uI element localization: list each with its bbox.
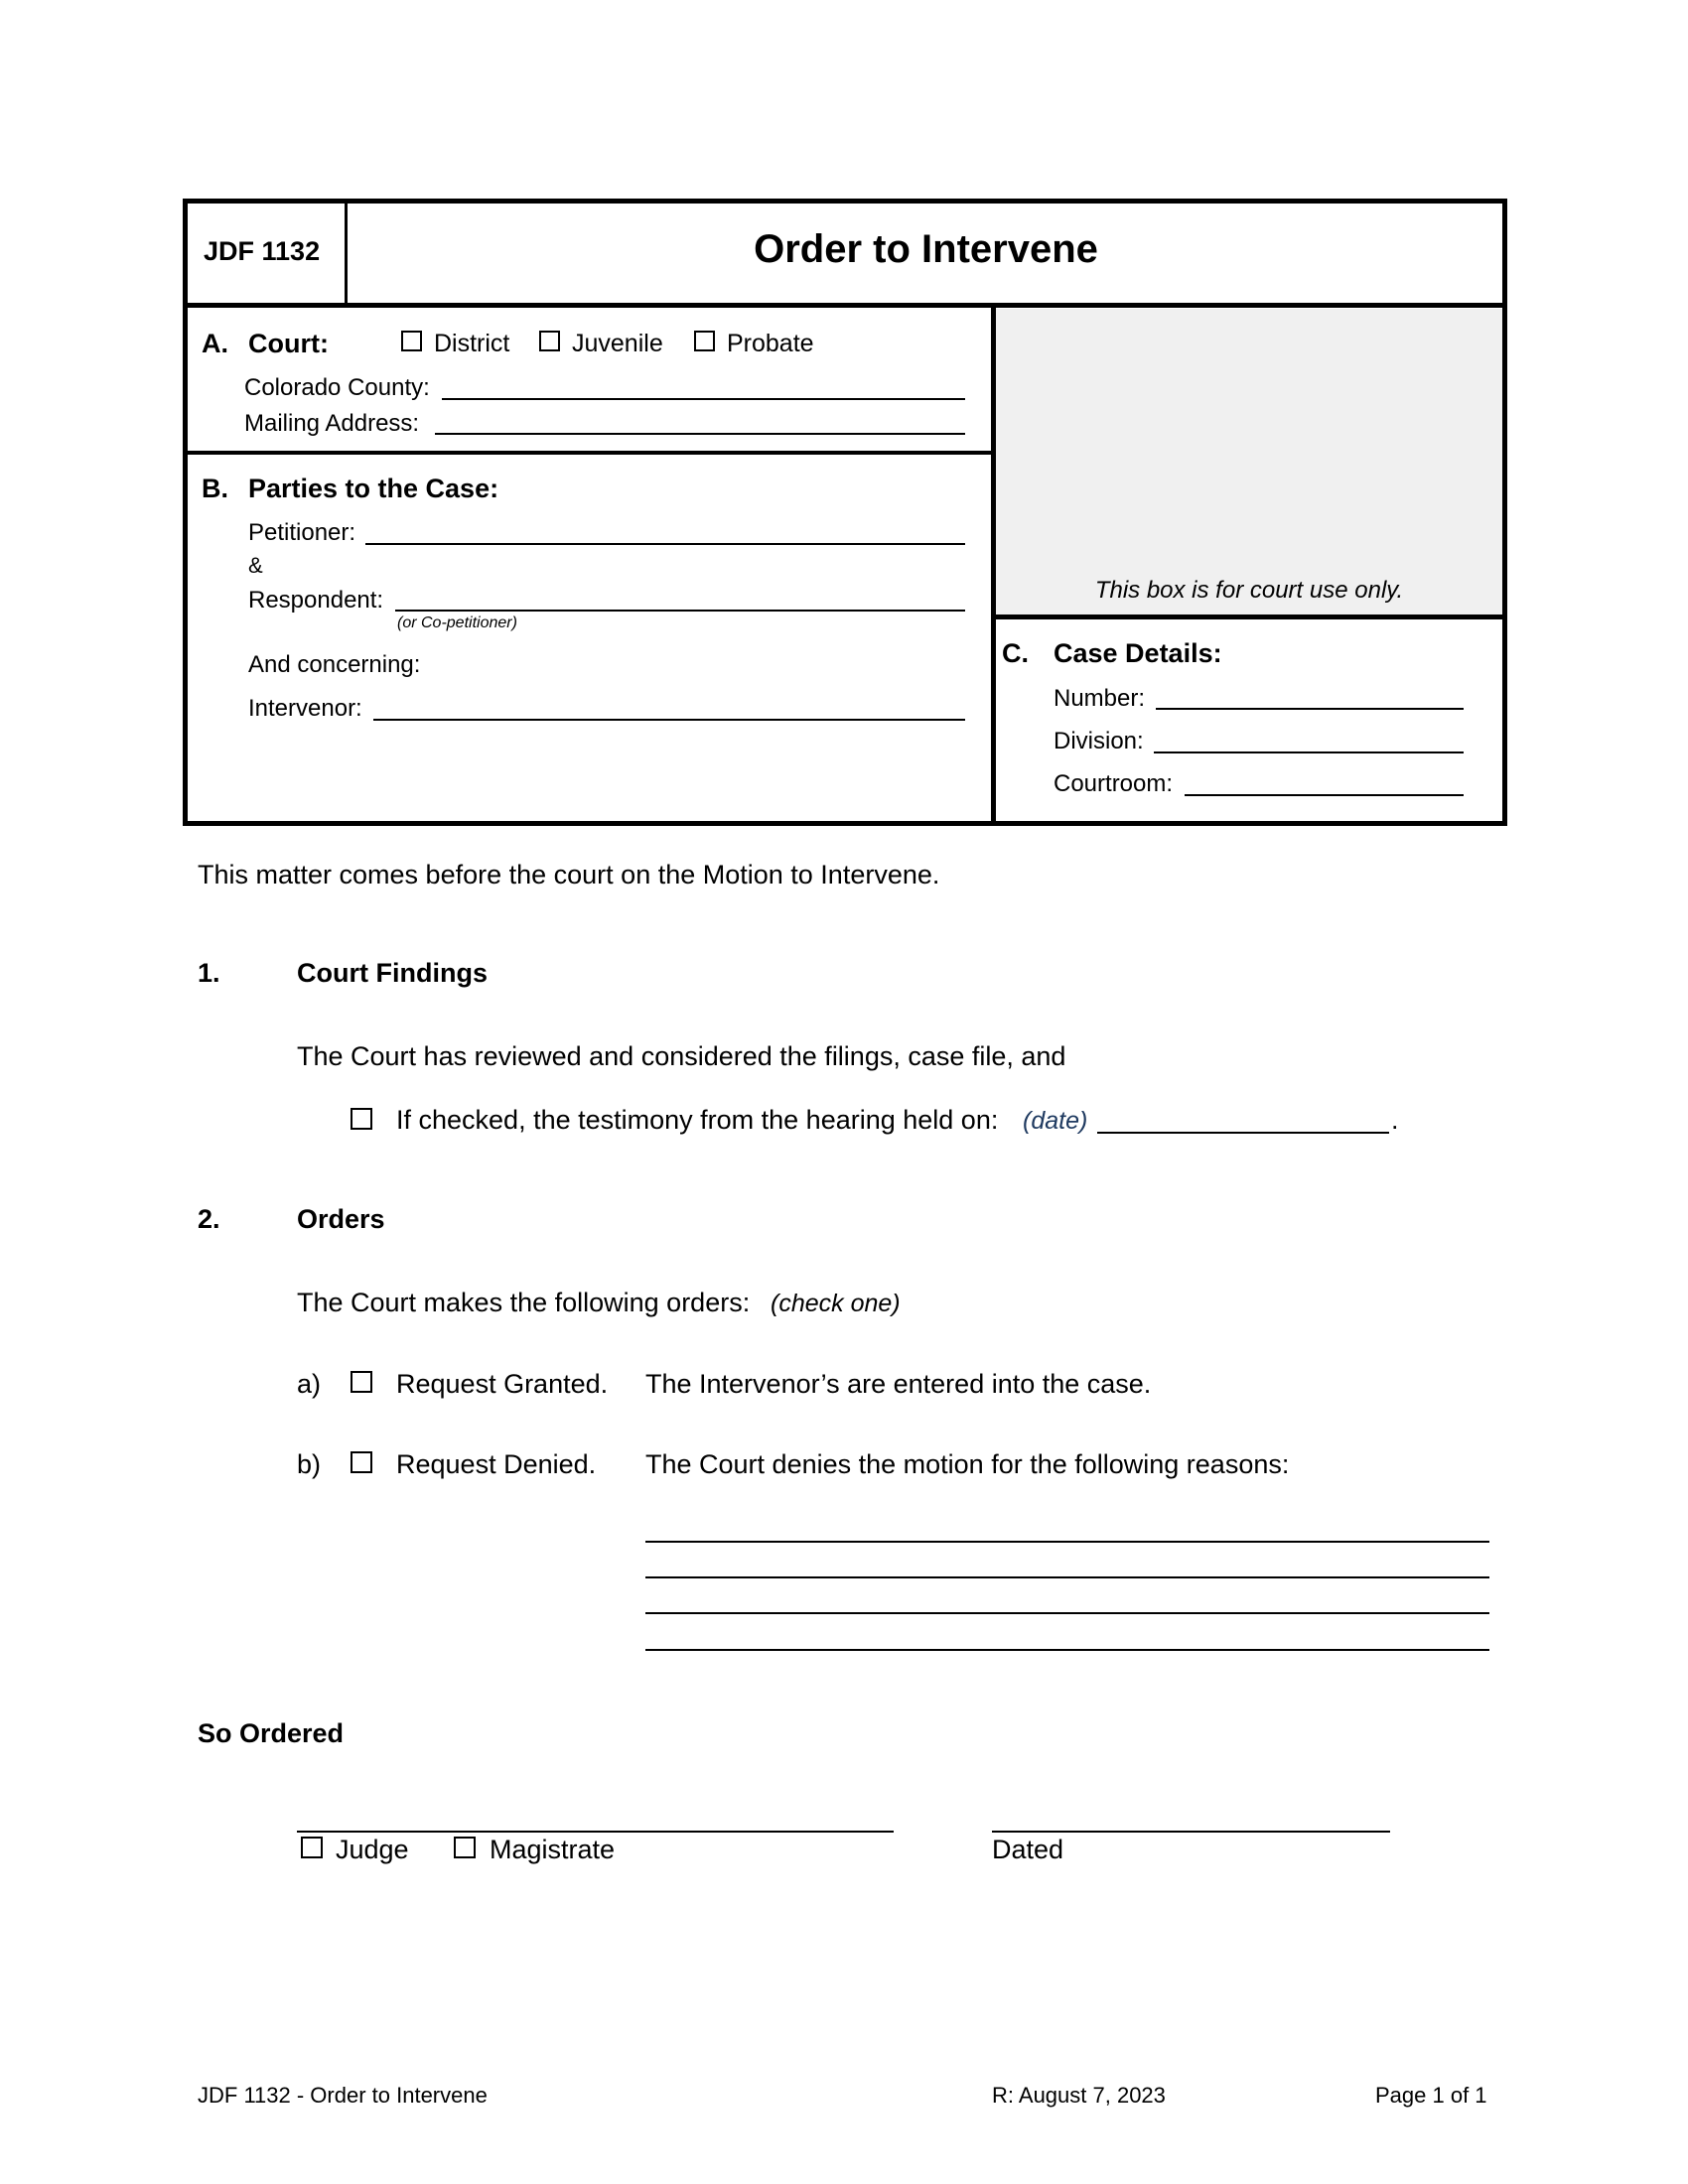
- section-b-letter: B.: [202, 474, 228, 503]
- footer-page-number: Page 1 of 1: [1375, 2083, 1487, 2108]
- orders-number: 2.: [198, 1204, 220, 1234]
- orders-text: The Court makes the following orders:: [297, 1288, 751, 1317]
- mailing-address-field[interactable]: [435, 433, 965, 435]
- petitioner-label: Petitioner:: [248, 519, 356, 546]
- division-label: Division:: [1054, 728, 1144, 754]
- dated-label: Dated: [992, 1835, 1064, 1864]
- form-id: JDF 1132: [204, 236, 321, 266]
- section-a-label: Court:: [248, 329, 329, 358]
- hearing-checkbox[interactable]: [351, 1108, 372, 1130]
- form-title: Order to Intervene: [754, 227, 1098, 271]
- date-hint: (date): [1023, 1107, 1088, 1135]
- findings-heading: Court Findings: [297, 958, 488, 988]
- hearing-text: If checked, the testimony from the hearing held on:: [396, 1105, 999, 1135]
- county-field[interactable]: [442, 398, 965, 400]
- magistrate-checkbox[interactable]: [454, 1837, 476, 1858]
- court-use-box: [996, 309, 1502, 616]
- judge-signature-line[interactable]: [297, 1831, 894, 1833]
- courtroom-field[interactable]: [1185, 794, 1464, 796]
- section-a-letter: A.: [202, 329, 228, 358]
- probate-checkbox[interactable]: [694, 331, 715, 351]
- request-denied-checkbox[interactable]: [351, 1451, 372, 1473]
- petitioner-field[interactable]: [365, 543, 965, 545]
- respondent-field[interactable]: [395, 610, 965, 612]
- caption-divider-a-b: [183, 451, 993, 455]
- caption-vertical-divider: [991, 304, 996, 826]
- case-number-label: Number:: [1054, 685, 1146, 712]
- ampersand: &: [248, 553, 263, 578]
- findings-number: 1.: [198, 958, 220, 988]
- magistrate-label: Magistrate: [490, 1835, 616, 1864]
- judge-checkbox[interactable]: [301, 1837, 323, 1858]
- reason-line[interactable]: [645, 1649, 1489, 1651]
- request-granted-checkbox[interactable]: [351, 1371, 372, 1393]
- findings-text: The Court has reviewed and considered the filings, case file, and: [297, 1041, 1066, 1071]
- judge-label: Judge: [336, 1835, 409, 1864]
- footer-revision-date: R: August 7, 2023: [992, 2083, 1166, 2108]
- intro-text: This matter comes before the court on the Motion to Intervene.: [198, 860, 940, 889]
- dated-line[interactable]: [992, 1831, 1390, 1833]
- case-number-field[interactable]: [1156, 708, 1464, 710]
- request-granted-text: The Intervenor’s are entered into the case.: [645, 1369, 1152, 1399]
- intervenor-label: Intervenor:: [248, 695, 362, 722]
- reason-line[interactable]: [645, 1576, 1489, 1578]
- intervenor-field[interactable]: [373, 719, 965, 721]
- option-a-marker: a): [297, 1369, 322, 1399]
- reason-line[interactable]: [645, 1541, 1489, 1543]
- concerning-label: And concerning:: [248, 651, 421, 678]
- option-b-marker: b): [297, 1449, 322, 1479]
- request-denied-text: The Court denies the motion for the following reasons:: [645, 1449, 1290, 1479]
- orders-heading: Orders: [297, 1204, 385, 1234]
- so-ordered-heading: So Ordered: [198, 1718, 345, 1748]
- caption-divider-c: [993, 614, 1505, 619]
- copetitioner-note: (or Co-petitioner): [397, 614, 517, 631]
- division-field[interactable]: [1154, 751, 1464, 753]
- reason-line[interactable]: [645, 1612, 1489, 1614]
- court-use-note: This box is for court use only.: [1094, 577, 1404, 604]
- footer-form-title: JDF 1132 - Order to Intervene: [198, 2083, 488, 2108]
- hearing-period: .: [1391, 1105, 1399, 1135]
- district-checkbox[interactable]: [401, 331, 422, 351]
- courtroom-label: Courtroom:: [1054, 770, 1174, 797]
- section-c-label: Case Details:: [1054, 638, 1222, 668]
- juvenile-label: Juvenile: [572, 330, 663, 357]
- county-label: Colorado County:: [244, 374, 430, 401]
- hearing-date-field[interactable]: [1097, 1132, 1389, 1134]
- probate-label: Probate: [727, 330, 814, 357]
- juvenile-checkbox[interactable]: [539, 331, 560, 351]
- respondent-label: Respondent:: [248, 587, 384, 614]
- district-label: District: [434, 330, 510, 357]
- section-b-label: Parties to the Case:: [248, 474, 499, 503]
- request-denied-label: Request Denied.: [396, 1449, 597, 1479]
- check-one-hint: (check one): [771, 1290, 901, 1317]
- mailing-address-label: Mailing Address:: [244, 410, 420, 437]
- request-granted-label: Request Granted.: [396, 1369, 609, 1399]
- section-c-letter: C.: [1002, 638, 1029, 668]
